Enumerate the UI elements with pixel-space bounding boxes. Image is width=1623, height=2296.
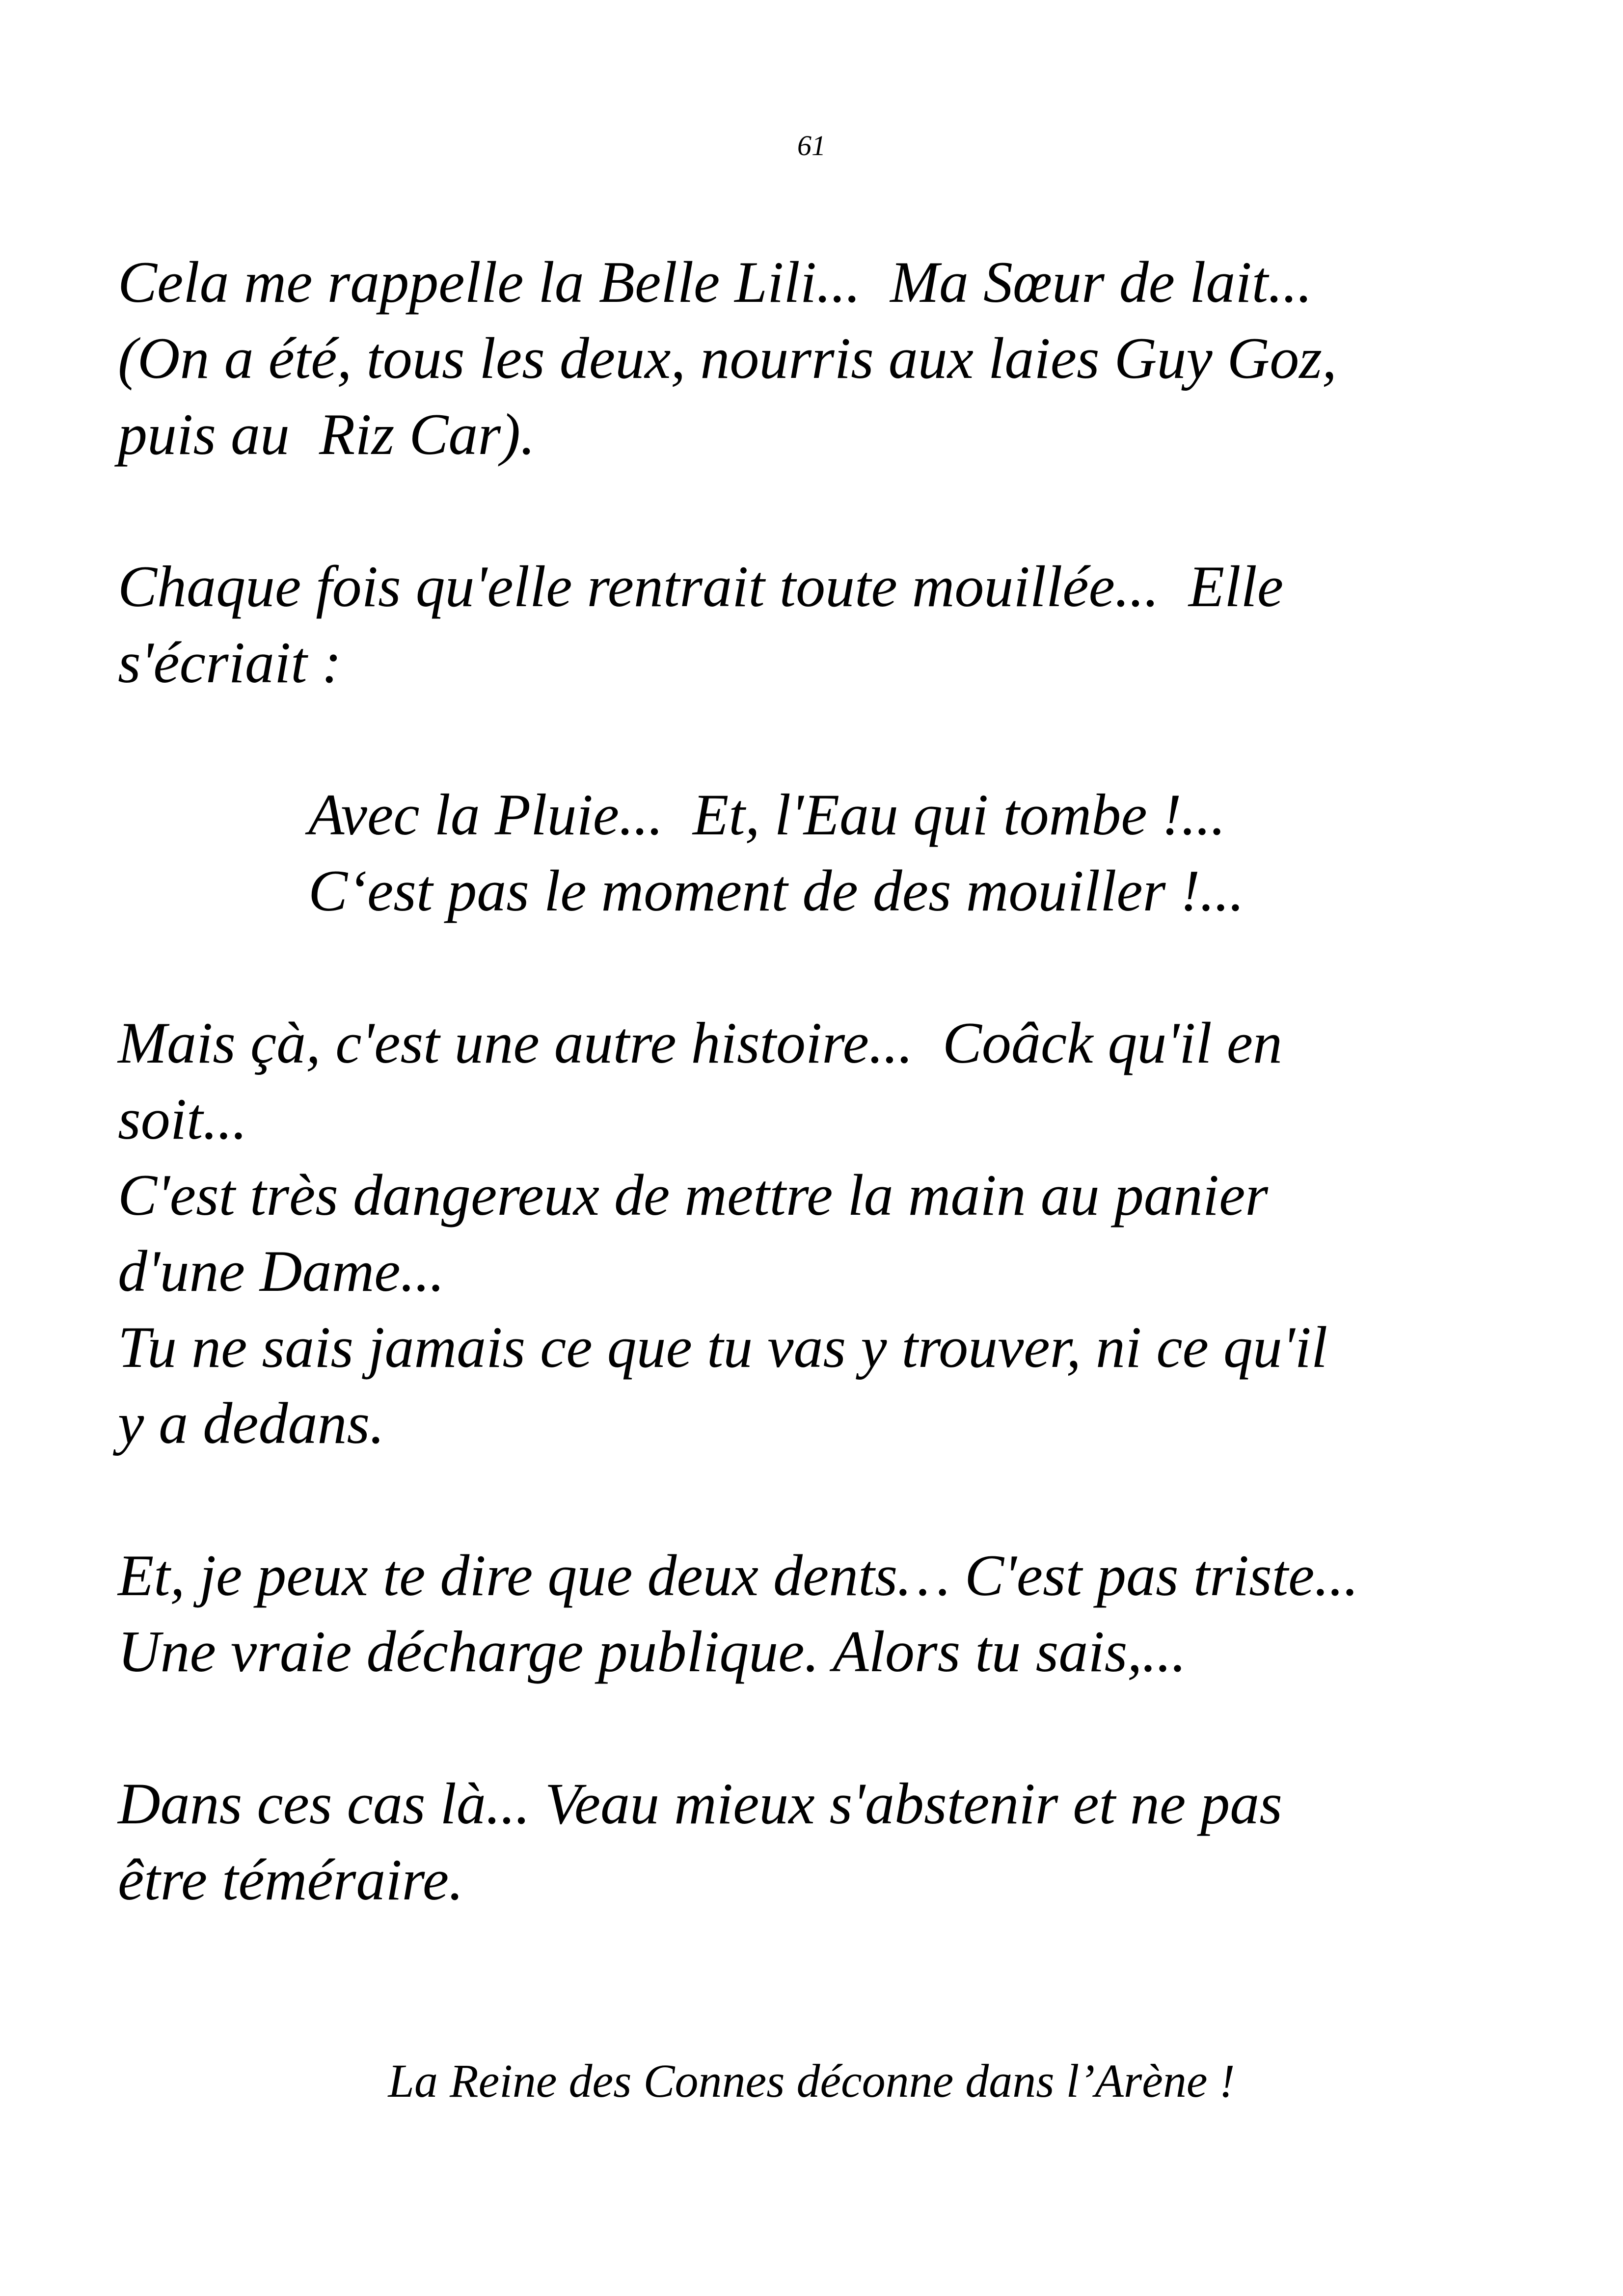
- text-line: Une vraie décharge publique. Alors tu sais,...: [118, 1619, 1187, 1684]
- text-line: Avec la Pluie... Et, l'Eau qui tombe !...: [308, 782, 1226, 847]
- page-number: 61: [797, 130, 826, 161]
- text-line: s'écriait :: [118, 630, 342, 695]
- text-line: Chaque fois qu'elle rentrait toute mouillée... Elle: [118, 554, 1284, 619]
- text-line: Et, je peux te dire que deux dents… C'est pas triste...: [118, 1543, 1359, 1608]
- text-line: C'est très dangereux de mettre la main au panier: [118, 1162, 1269, 1228]
- text-line: puis au Riz Car).: [118, 401, 536, 467]
- text-line: soit...: [118, 1086, 247, 1151]
- text-line: Mais çà, c'est une autre histoire... Coâck qu'il en: [118, 1010, 1282, 1075]
- text-line: d'une Dame...: [118, 1238, 445, 1304]
- footer-title: La Reine des Connes déconne dans l’Arène !: [388, 2055, 1235, 2107]
- text-line: Cela me rappelle la Belle Lili... Ma Sœur de lait...: [118, 249, 1313, 315]
- text-line: Tu ne sais jamais ce que tu vas y trouver, ni ce qu'il: [118, 1314, 1328, 1380]
- text-line: y a dedans.: [118, 1390, 385, 1456]
- text-line: C‘est pas le moment de des mouiller !...: [308, 858, 1244, 923]
- text-line: Dans ces cas là... Veau mieux s'abstenir et ne pas: [118, 1771, 1282, 1836]
- text-line: (On a été, tous les deux, nourris aux laies Guy Goz,: [118, 325, 1337, 391]
- text-line: être téméraire.: [118, 1847, 464, 1912]
